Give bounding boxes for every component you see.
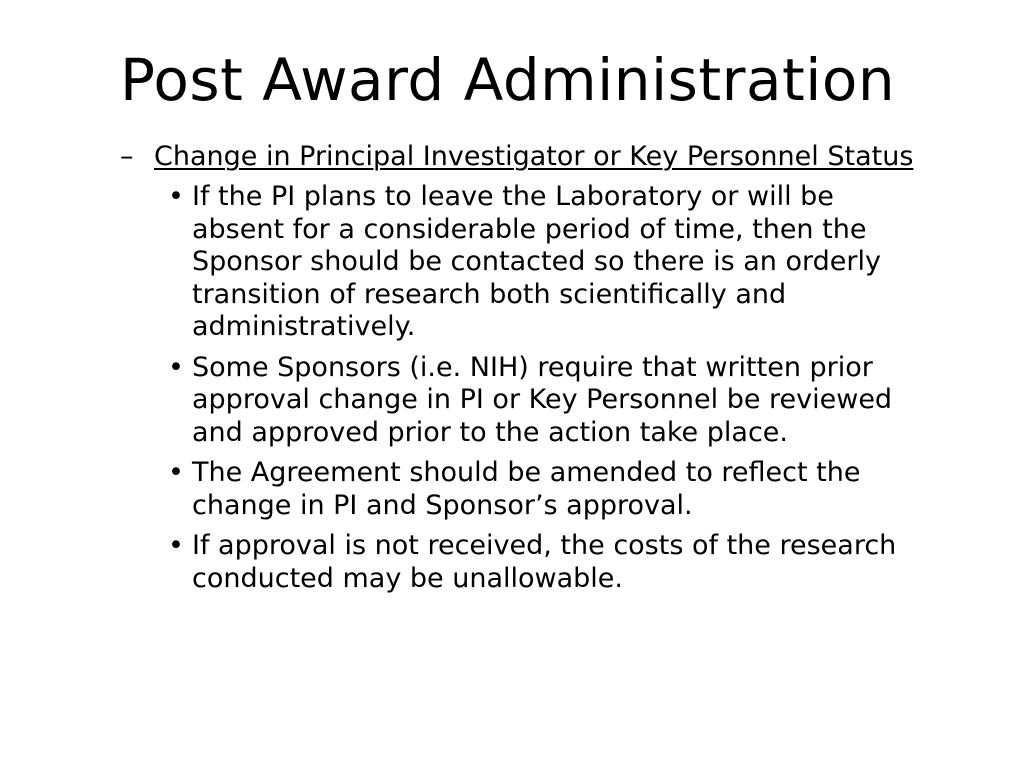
bullet-item (164, 352, 927, 450)
bullet-text: If the PI plans to leave the Laboratory or will be absent for a considerable period of time, then the Sponsor should be contacted so there is an orderly transition of research both scientifically and administratively. (192, 181, 881, 342)
bullet-item (164, 181, 927, 344)
section-heading-text: Change in Principal Investigator or Key Personnel Status (154, 141, 914, 172)
bullet-icon: • (168, 530, 184, 561)
bullet-text: The Agreement should be amended to reflect the change in PI and Sponsor’s approval. (192, 457, 861, 521)
bullet-list (120, 181, 960, 595)
dash-marker: – (120, 141, 134, 172)
bullet-icon: • (168, 351, 184, 383)
slide-title: Post Award Administration (120, 46, 896, 114)
bullet-icon: • (168, 181, 184, 212)
bullet-icon: • (168, 457, 184, 488)
section-heading (120, 140, 960, 173)
bullet-item (164, 457, 927, 522)
bullet-text: If approval is not received, the costs of the research conducted may be unallowable. (192, 530, 897, 594)
slide-content (120, 140, 960, 603)
bullet-item (164, 530, 927, 595)
bullet-text: Some Sponsors (i.e. NIH) require that written prior approval change in PI or Key Personnel be reviewed and approved prior to the action take place. (192, 351, 893, 448)
